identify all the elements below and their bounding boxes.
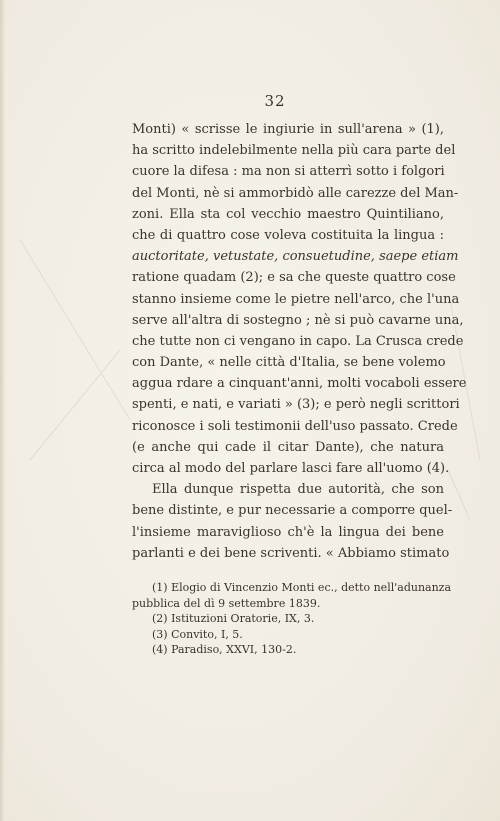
text-line: che tutte non ci vengano in capo. La Crusca crede xyxy=(132,333,464,349)
text-line: cuore la difesa : ma non si atterrì sotto i folgori xyxy=(132,164,445,180)
text-line: ratione quadam (2); e sa che queste quattro cose xyxy=(132,270,456,286)
footnote: (3) Convito, I, 5. xyxy=(152,627,243,641)
footnote: (4) Paradiso, XXVI, 130-2. xyxy=(152,643,297,656)
text-line: Monti) « scrisse le ingiurie in sull'arena » (1), xyxy=(132,122,444,137)
text-line: (e anche qui cade il citar Dante), che natura xyxy=(132,439,444,455)
footnotes xyxy=(132,580,452,658)
text-line: l'insieme maraviglioso ch'è la lingua dei bene xyxy=(132,524,444,540)
text-line: circa al modo del parlare lasci fare all'uomo (4). xyxy=(132,461,450,476)
footnote: (2) Istituzioni Oratorie, IX, 3. xyxy=(152,612,315,625)
text-line: del Monti, nè si ammorbidò alle carezze del Man- xyxy=(132,185,459,201)
body-text xyxy=(132,119,467,564)
text-line: serve all'altra di sostegno ; nè si può cavarne una, xyxy=(132,312,464,328)
text-line: parlanti e dei bene scriventi. « Abbiamo stimato xyxy=(132,545,450,561)
text-line: bene distinte, e pur necessarie a comporre quel- xyxy=(132,503,453,519)
text-line: che di quattro cose voleva costituita la lingua : xyxy=(132,227,444,243)
text-line: con Dante, « nelle città d'Italia, se bene volemo xyxy=(132,355,446,371)
text-line: riconosce i soli testimonii dell'uso passato. Crede xyxy=(132,418,458,434)
text-line: zoni. Ella sta col vecchio maestro Quintiliano, xyxy=(132,206,444,222)
footnote: pubblica del dì 9 settembre 1839. xyxy=(132,596,321,610)
page-spine-edge xyxy=(0,0,5,821)
text-line: spenti, e nati, e variati » (3); e però negli scrittori xyxy=(132,397,460,413)
text-line: aggua rdare a cinquant'anni, molti vocaboli essere xyxy=(132,376,467,392)
text-line: Ella dunque rispetta due autorità, che son xyxy=(152,482,444,498)
footnote: (1) Elogio di Vincenzio Monti ec., detto nell'adunanza xyxy=(152,581,452,594)
text-line: stanno insieme come le pietre nell'arco, che l'una xyxy=(132,291,460,307)
page-number: 32 xyxy=(264,92,286,110)
text-line: auctoritate, vetustate, consuetudine, saepe etiam xyxy=(132,249,459,265)
text-line: ha scritto indelebilmente nella più cara parte del xyxy=(132,143,456,159)
